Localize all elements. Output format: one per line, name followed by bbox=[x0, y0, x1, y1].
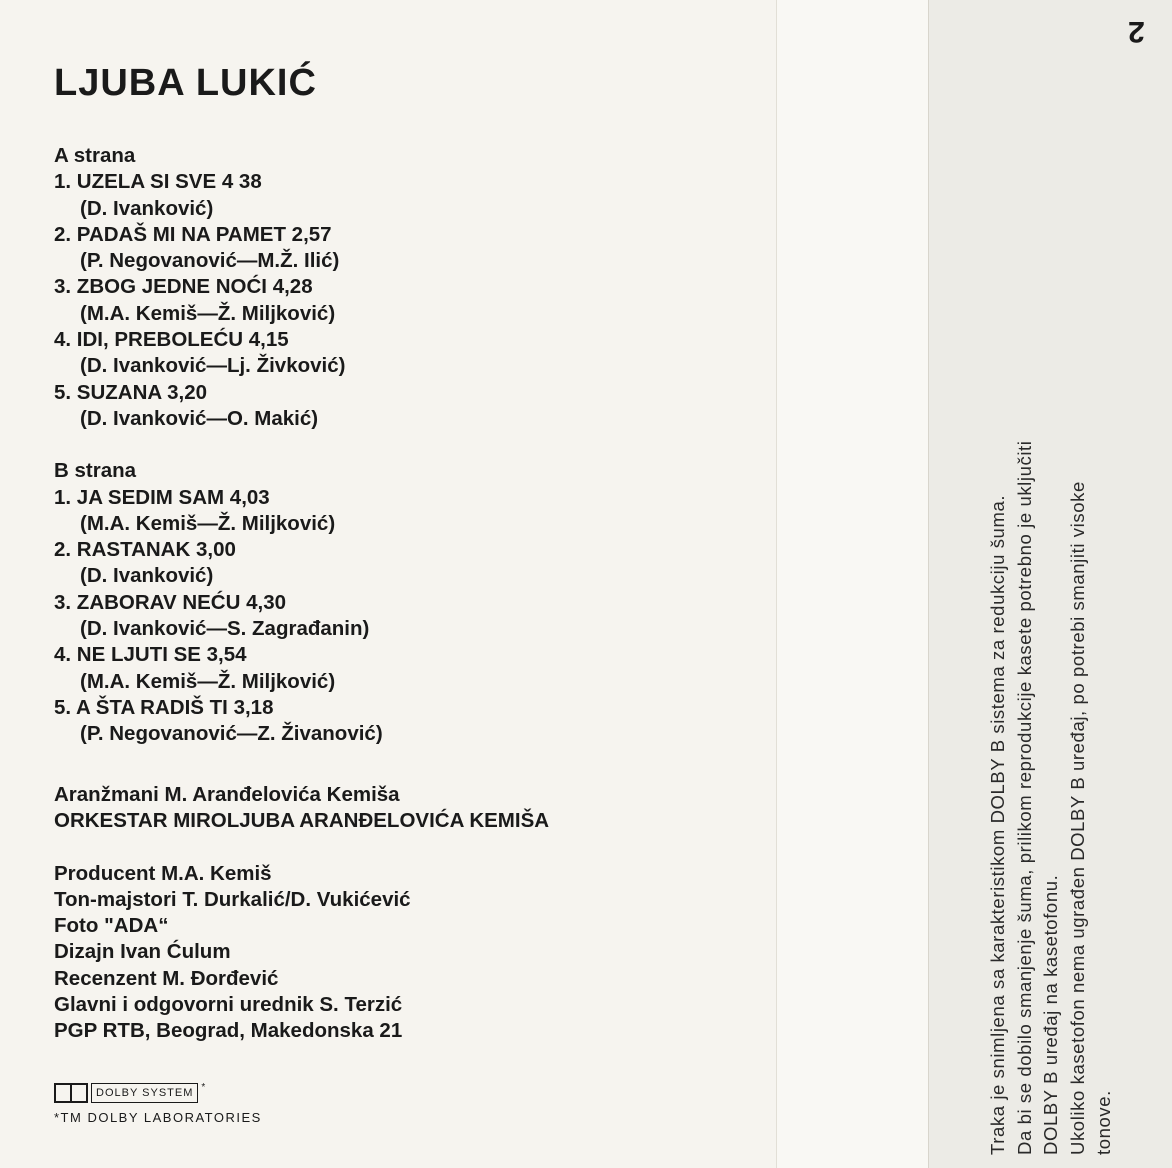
track-title: 3. ZBOG JEDNE NOĆI 4,28 bbox=[54, 275, 313, 299]
instruction-line: Ukoliko kasetofon nema ugrađen DOLBY B uređaj, po potrebi smanjiti visoke bbox=[1066, 481, 1088, 1155]
page-number: 2 bbox=[1128, 15, 1145, 48]
track-credit: (M.A. Kemiš—Ž. Miljković) bbox=[80, 511, 336, 535]
credits-block bbox=[54, 782, 549, 1045]
sound-engineers-line: Ton-majstori T. Durkalić/D. Vukićević bbox=[54, 887, 411, 911]
editor-line: Glavni i odgovorni urednik S. Terzić bbox=[54, 993, 403, 1017]
dolby-instructions bbox=[985, 145, 1115, 1155]
photo-line: Foto "ADA“ bbox=[54, 914, 169, 938]
double-d-icon bbox=[54, 1083, 88, 1103]
track-credit: (D. Ivanković—S. Zagrađanin) bbox=[80, 617, 370, 641]
side-a-label: A strana bbox=[54, 144, 136, 167]
track-credit: (D. Ivanković—O. Makić) bbox=[80, 406, 319, 430]
track-title: 3. ZABORAV NEĆU 4,30 bbox=[54, 590, 287, 614]
dolby-logo bbox=[54, 1082, 262, 1104]
track-title: 4. IDI, PREBOLEĆU 4,15 bbox=[54, 328, 289, 352]
credits-divider bbox=[54, 835, 549, 861]
dolby-system-label: DOLBY SYSTEM bbox=[91, 1083, 198, 1103]
track-credit: (P. Negovanović—Z. Živanović) bbox=[80, 722, 383, 746]
orchestra-line: ORKESTAR MIROLJUBA ARANĐELOVIĆA KEMIŠA bbox=[54, 809, 550, 833]
track-credit: (D. Ivanković) bbox=[80, 564, 214, 588]
track-credit: (D. Ivanković—Lj. Živković) bbox=[80, 354, 346, 378]
artist-title: LJUBA LUKIĆ bbox=[54, 62, 317, 104]
track-credit: (D. Ivanković) bbox=[80, 196, 214, 220]
track-title: 2. RASTANAK 3,00 bbox=[54, 538, 236, 562]
instruction-line: tonove. bbox=[1093, 1090, 1114, 1155]
tracklist bbox=[54, 143, 383, 748]
track-credit: (M.A. Kemiš—Ž. Miljković) bbox=[80, 669, 336, 693]
side-divider bbox=[54, 432, 383, 458]
dolby-laboratories-note: *TM DOLBY LABORATORIES bbox=[54, 1110, 262, 1125]
instruction-line: Da bi se dobilo smanjenje šuma, prilikom reprodukcije kasete potrebno je uključiti bbox=[1013, 440, 1035, 1155]
track-title: 1. UZELA SI SVE 4 38 bbox=[54, 170, 262, 194]
track-title: 4. NE LJUTI SE 3,54 bbox=[54, 643, 247, 667]
publisher-line: PGP RTB, Beograd, Makedonska 21 bbox=[54, 1019, 403, 1043]
reviewer-line: Recenzent M. Đorđević bbox=[54, 966, 279, 990]
track-title: 2. PADAŠ MI NA PAMET 2,57 bbox=[54, 222, 332, 246]
track-credit: (M.A. Kemiš—Ž. Miljković) bbox=[80, 301, 336, 325]
trademark-asterisk: * bbox=[201, 1082, 206, 1093]
producer-line: Producent M.A. Kemiš bbox=[54, 861, 272, 885]
instruction-line: Traka je snimljena sa karakteristikom DOLBY B sistema za redukciju šuma. bbox=[987, 494, 1008, 1155]
dolby-block bbox=[54, 1082, 262, 1125]
track-title: 5. SUZANA 3,20 bbox=[54, 380, 208, 404]
design-line: Dizajn Ivan Ćulum bbox=[54, 940, 231, 964]
track-credit: (P. Negovanović—M.Ž. Ilić) bbox=[80, 249, 340, 273]
track-title: 5. A ŠTA RADIŠ TI 3,18 bbox=[54, 695, 274, 719]
side-b-label: B strana bbox=[54, 459, 137, 483]
arrangement-line: Aranžmani M. Aranđelovića Kemiša bbox=[54, 783, 400, 806]
instruction-line: DOLBY B uređaj na kasetofonu. bbox=[1040, 874, 1061, 1155]
track-title: 1. JA SEDIM SAM 4,03 bbox=[54, 485, 270, 509]
spine-panel bbox=[776, 0, 929, 1168]
